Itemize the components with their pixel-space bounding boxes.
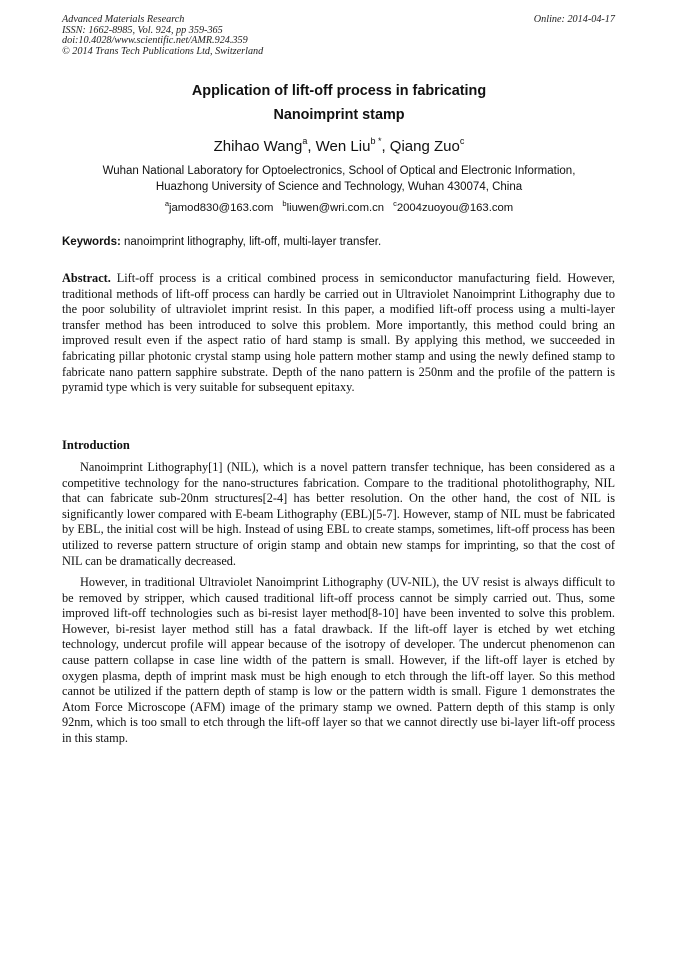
journal-issn: ISSN: 1662-8985, Vol. 924, pp 359-365	[62, 24, 223, 36]
keywords	[62, 234, 616, 250]
author-name: Zhihao Wang	[213, 138, 303, 155]
journal-header	[62, 15, 263, 57]
keywords-text: nanoimprint lithography, lift-off, multi-layer transfer.	[120, 236, 382, 248]
email-link[interactable]: liuwen@wri.com.cn	[286, 202, 385, 214]
author-name: Qiang Zuo	[389, 138, 460, 155]
email-mark: b	[282, 199, 287, 208]
journal-doi[interactable]: doi:10.4028/www.scientific.net/AMR.924.359	[62, 35, 248, 47]
email-link[interactable]: jamod830@163.com	[168, 202, 274, 214]
author-separator: ,	[307, 138, 316, 155]
email-mark: c	[393, 199, 397, 208]
affiliation-line-2: Huazhong University of Science and Technology, Wuhan 430074, China	[155, 181, 523, 193]
abstract-label: Abstract.	[62, 271, 111, 285]
journal-name: Advanced Materials Research	[62, 14, 185, 25]
online-date: Online: 2014-04-17	[533, 14, 615, 25]
author-name: Wen Liu	[315, 138, 371, 155]
author-affil-mark: a	[302, 136, 308, 146]
intro-paragraph-2: However, in traditional Ultraviolet Nanoimprint Lithography (UV-NIL), the UV resist is always difficult to be removed by stripper, which caused traditional lift-off process cannot be simply carried out. Thus, some improved lift-off technologies such as bi-resist layer method[8-10] have been invented to solve this problem. However, bi-resist layer method still has a fatal drawback. If the lift-off layer is etched by wet etching technology, undercut profile will appear because of the isotropy of developer. The undercut phenomenon can cause pattern collapse in case line width of the pattern is small. However, if the lift-off layer is etched by oxygen plasma, depth of imprint mask must be high enough to etch through the lift-off layer. So this method cannot be utilized if the pattern depth of stamp is low or the pattern width is small. Figure 1 demonstrates the Atom Force Microscope (AFM) image of the primary stamp we owned. Pattern depth of this stamp is only 92nm, which is too small to etch through the lift-off layer so that we cannot directly use bi-layer lift-off process in this stamp.	[62, 575, 615, 745]
abstract-text: Lift-off process is a critical combined process in semiconductor manufacturing field. However, traditional methods of lift-off process can hardly be carried out in Ultraviolet Nanoimprint Lithography due to the poor solubility of ultraviolet imprint resist. In this paper, a modified lift-off process using a multi-layer transfer method has been introduced to solve this problem. More importantly, this method could bring an improved result even if the aspect ratio of hard stamp is small. By applying this method, we succeeded in fabricating pillar photonic crystal stamp using hole pattern mother stamp and using the newly defined stamp to fabricate nano pattern sapphire substrate. Depth of the nano pattern is 250nm and the profile of the pattern is pyramid type which is very suitable for subsequent epitaxy.	[62, 271, 615, 395]
author-affil-mark: c	[459, 136, 465, 146]
paper-title-line-1: Application of lift-off process in fabricating	[191, 83, 487, 99]
author-separator: ,	[381, 138, 390, 155]
author-affil-mark: b *	[370, 136, 382, 146]
affiliation-line-1: Wuhan National Laboratory for Optoelectronics, School of Optical and Electronic Information,	[102, 165, 576, 177]
abstract	[62, 271, 615, 396]
keywords-label: Keywords:	[62, 236, 121, 248]
author-list	[62, 137, 616, 157]
author-emails	[62, 200, 616, 216]
paper-title-line-2: Nanoimprint stamp	[273, 107, 405, 123]
section-heading-introduction: Introduction	[62, 438, 130, 452]
journal-copyright: © 2014 Trans Tech Publications Ltd, Switzerland	[62, 45, 264, 57]
email-mark: a	[164, 199, 169, 208]
intro-paragraph-1: Nanoimprint Lithography[1] (NIL), which is a novel pattern transfer technique, has been considered as a competitive technology for the nano-structures fabrication. Compare to the traditional photolithography, NIL that can fabricate sub-20nm structures[2-4] has better resolution. On the other hand, the cost of NIL is significantly lower compared with E-beam Lithography (EBL)[5-7]. However, stamp of NIL must be fabricated by EBL, the initial cost will be high. Instead of using EBL to create stamps, sometimes, lift-off process has been utilized to reverse pattern structure of origin stamp and obtain new stamps for imprinting, so that the cost of NIL can be dramatically decreased.	[62, 460, 615, 568]
email-link[interactable]: 2004zuoyou@163.com	[396, 202, 514, 214]
